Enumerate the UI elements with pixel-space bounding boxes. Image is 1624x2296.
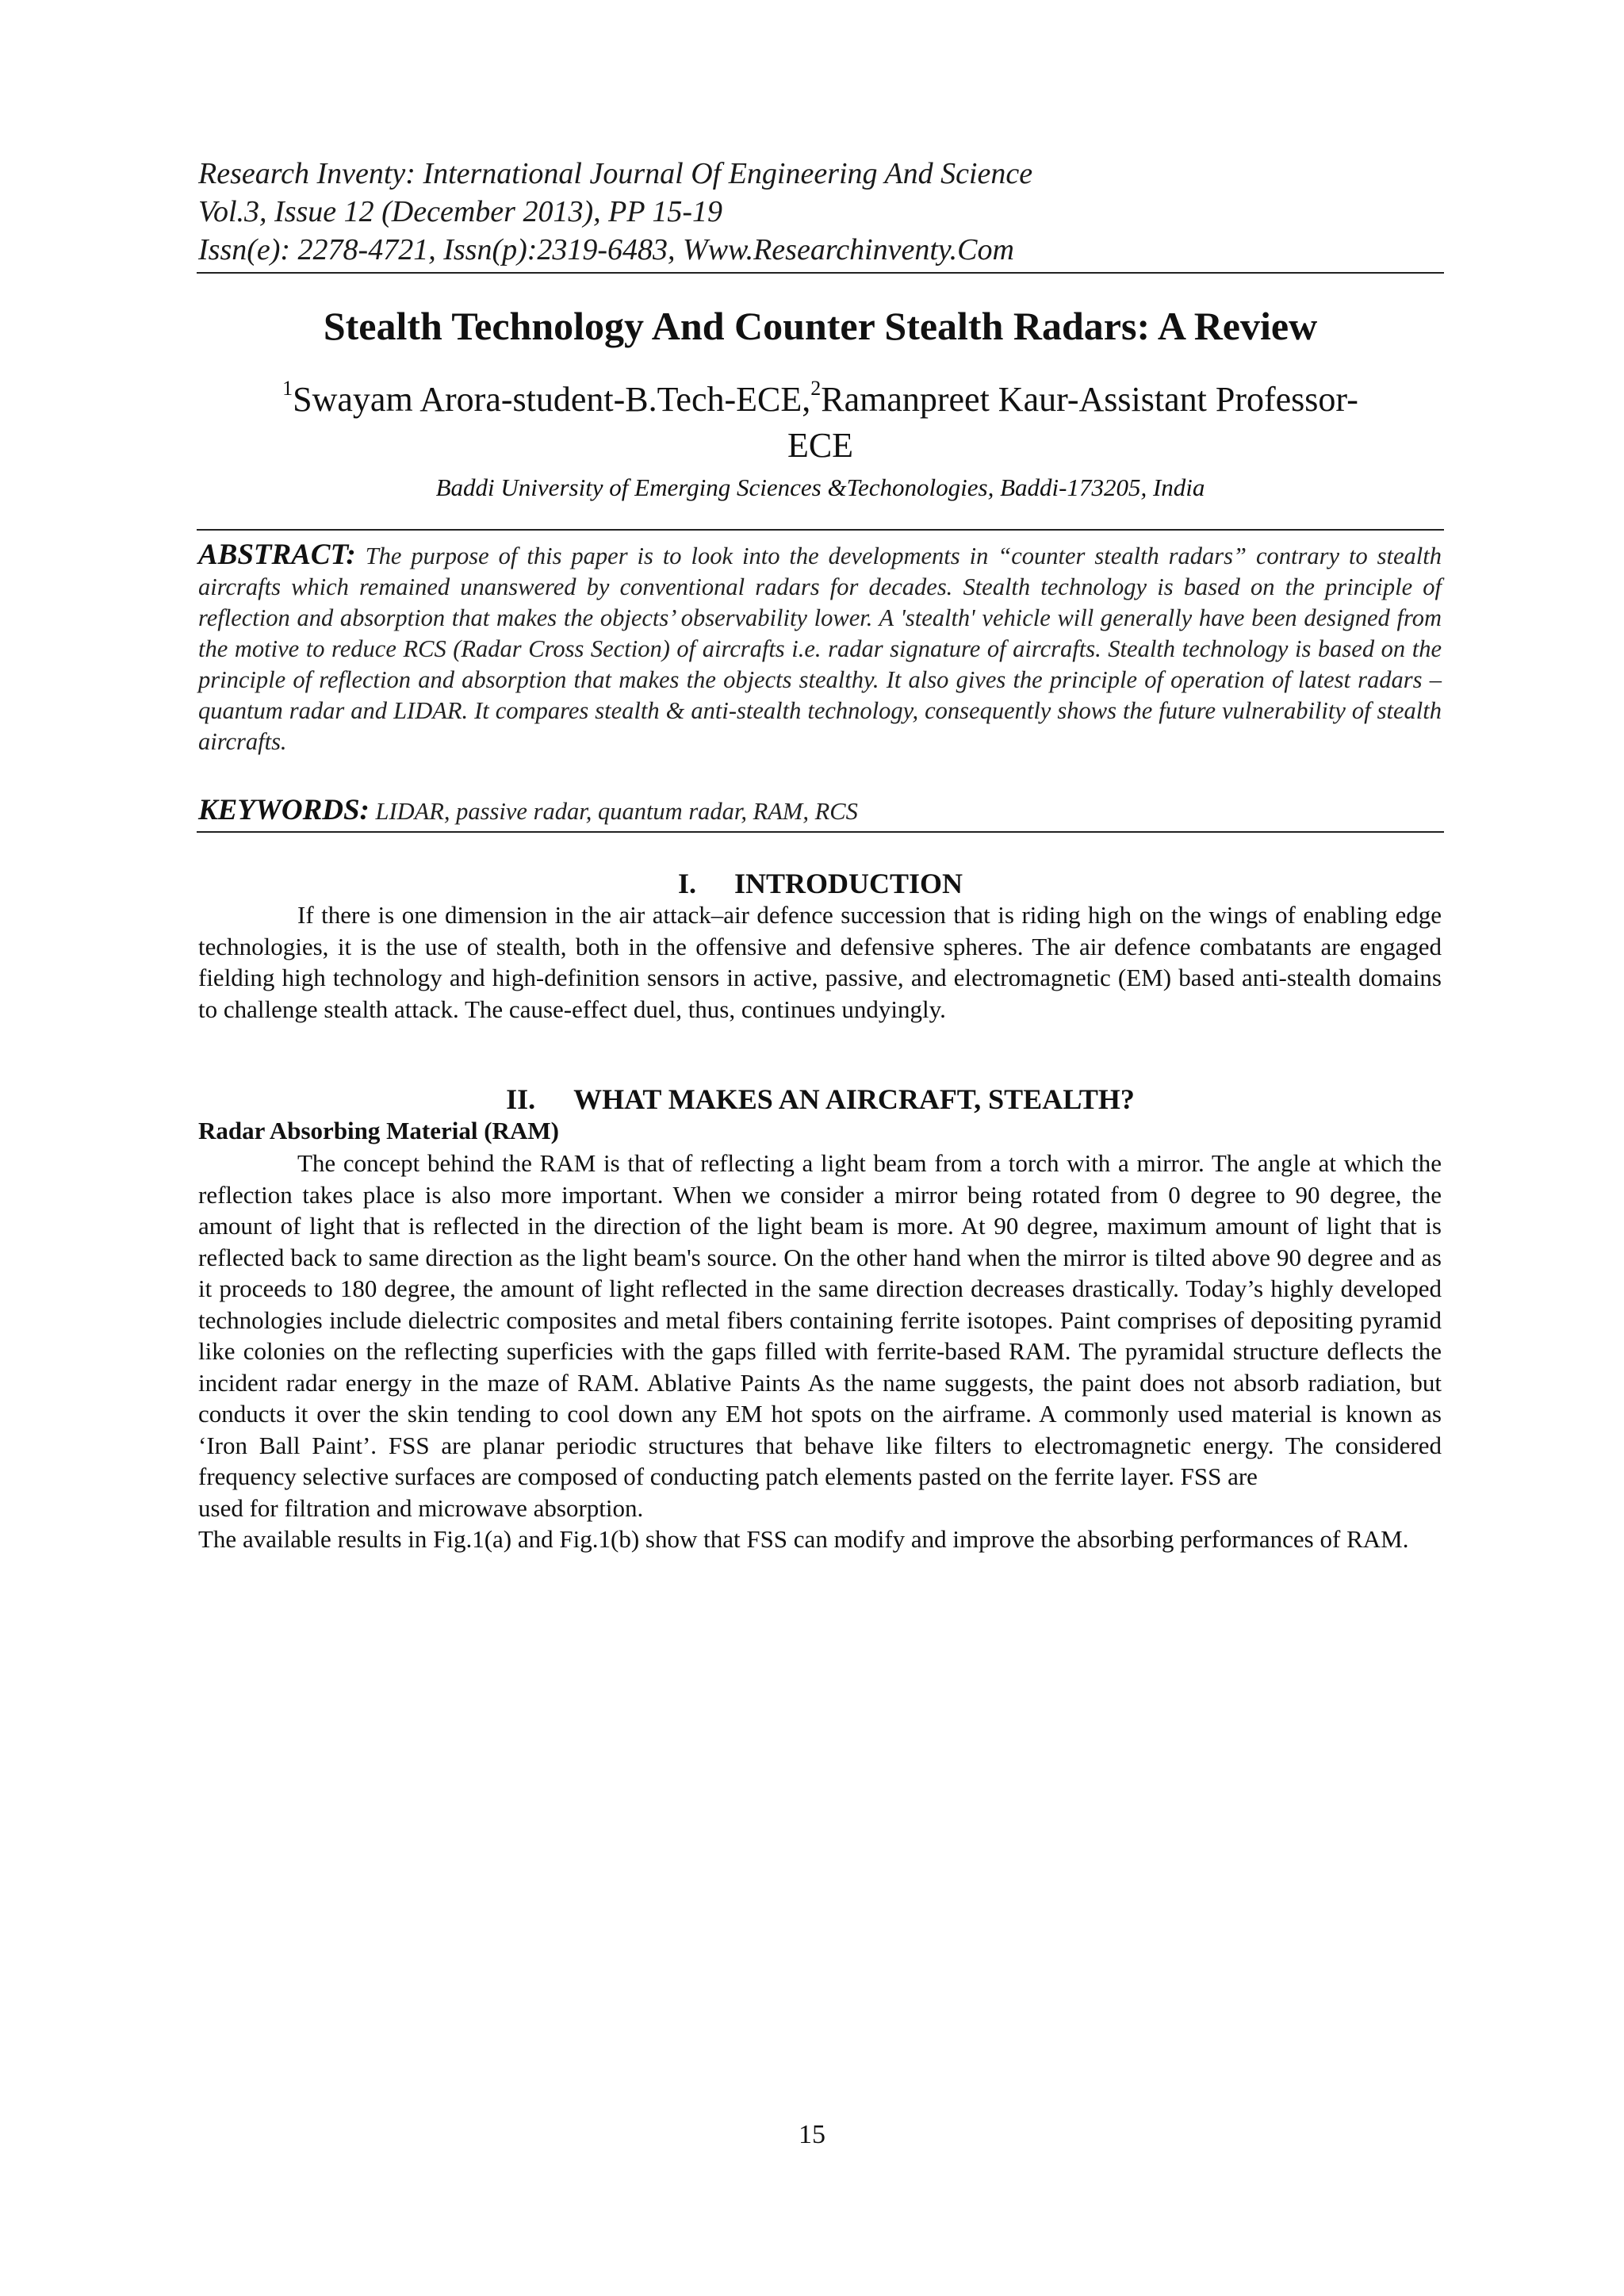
author2: Ramanpreet Kaur-Assistant Professor- (821, 380, 1358, 419)
section1-paragraph: If there is one dimension in the air attack–air defence succession that is riding high on the wings of enabling edge technologies, it is the use of stealth, both in the offensive and defensive spheres. The air defence combatants are engaged fielding high technology and high-definition sensors in active, passive, and electromagnetic (EM) based anti-stealth domains to challenge stealth attack. The cause-effect duel, thus, continues undyingly. (198, 901, 1442, 1023)
abstract (198, 539, 1442, 757)
affiliation: Baddi University of Emerging Sciences &Techonologies, Baddi-173205, India (435, 473, 1205, 501)
abstract-top-divider (197, 529, 1444, 531)
page-number: 15 (799, 2120, 825, 2149)
journal-header (198, 155, 1443, 269)
section-heading-stealth (197, 1082, 1444, 1117)
header-divider (197, 272, 1444, 274)
section1-body (198, 899, 1442, 1025)
keywords-label: KEYWORDS: (198, 794, 370, 826)
author1: Swayam Arora-student-B.Tech-ECE, (293, 380, 811, 419)
abstract-text: The purpose of this paper is to look into the developments in “counter stealth radars” contrary to stealth aircrafts which remained unanswered by conventional radars for decades. Stealth technology is based on the principle of reflection and absorption that makes the objects’ observability lower. A 'stealth' vehicle will generally have been designed from the motive to reduce RCS (Radar Cross Section) of aircrafts i.e. radar signature of aircrafts. Stealth technology is based on the principle of reflection and absorption that makes the objects stealthy. It also gives the principle of operation of latest radars – quantum radar and LIDAR. It compares stealth & anti-stealth technology, consequently shows the future vulnerability of stealth aircrafts. (198, 542, 1442, 755)
section2-title: WHAT MAKES AN AIRCRAFT, STEALTH? (573, 1083, 1135, 1115)
journal-issn: Issn(e): 2278-4721, Issn(p):2319-6483, Www.Researchinventy.Com (198, 233, 1014, 266)
section2-paragraph2: used for filtration and microwave absorption. (198, 1493, 644, 1522)
section2-paragraph3: The available results in Fig.1(a) and Fig.1(b) show that FSS can modify and improve the absorbing performances of RAM. (198, 1525, 1409, 1553)
authors (197, 377, 1444, 469)
section2-paragraph1: The concept behind the RAM is that of reflecting a light beam from a torch with a mirror. The angle at which the reflection takes place is also more important. When we consider a mirror being rotated from 0 degree to 90 degree, the amount of light that is reflected in the direction of the light beam is more. At 90 degree, maximum amount of light that is reflected back to same direction as the light beam's source. On the other hand when the mirror is tilted above 90 degree and as it proceeds to 180 degree, the amount of light reflected in the same direction decreases drastically. Today’s highly developed technologies include dielectric composites and metal fibers containing ferrite isotopes. Paint comprises of depositing pyramid like colonies on the reflecting superficies with the gaps filled with ferrite-based RAM. The pyramidal structure deflects the incident radar energy in the maze of RAM. Ablative Paints As the name suggests, the paint does not absorb radiation, but conducts it over the skin tending to cool down any EM hot spots on the airframe. A commonly used material is known as ‘Iron Ball Paint’. FSS are planar periodic structures that behave like filters to electromagnetic energy. The considered frequency selective surfaces are composed of conducting patch elements pasted on the ferrite layer. FSS are (198, 1149, 1442, 1490)
section-heading-introduction (197, 866, 1444, 901)
section2-number: II. (506, 1083, 536, 1115)
keywords (198, 795, 1442, 827)
author2-continued: ECE (787, 426, 854, 465)
journal-volume: Vol.3, Issue 12 (December 2013), PP 15-19 (198, 195, 722, 228)
keywords-text: LIDAR, passive radar, quantum radar, RAM, RCS (375, 798, 858, 825)
author1-superscript: 1 (282, 377, 293, 400)
section1-title: INTRODUCTION (733, 868, 963, 899)
section1-number: I. (677, 868, 696, 899)
subheading-ram: Radar Absorbing Material (RAM) (198, 1117, 559, 1144)
journal-name: Research Inventy: International Journal Of Engineering And Science (198, 157, 1033, 190)
abstract-label: ABSTRACT: (198, 539, 356, 571)
keywords-divider (197, 831, 1444, 833)
paper-title: Stealth Technology And Counter Stealth Radars: A Review (323, 304, 1318, 348)
section2-body (198, 1148, 1442, 1555)
author2-superscript: 2 (810, 377, 822, 400)
